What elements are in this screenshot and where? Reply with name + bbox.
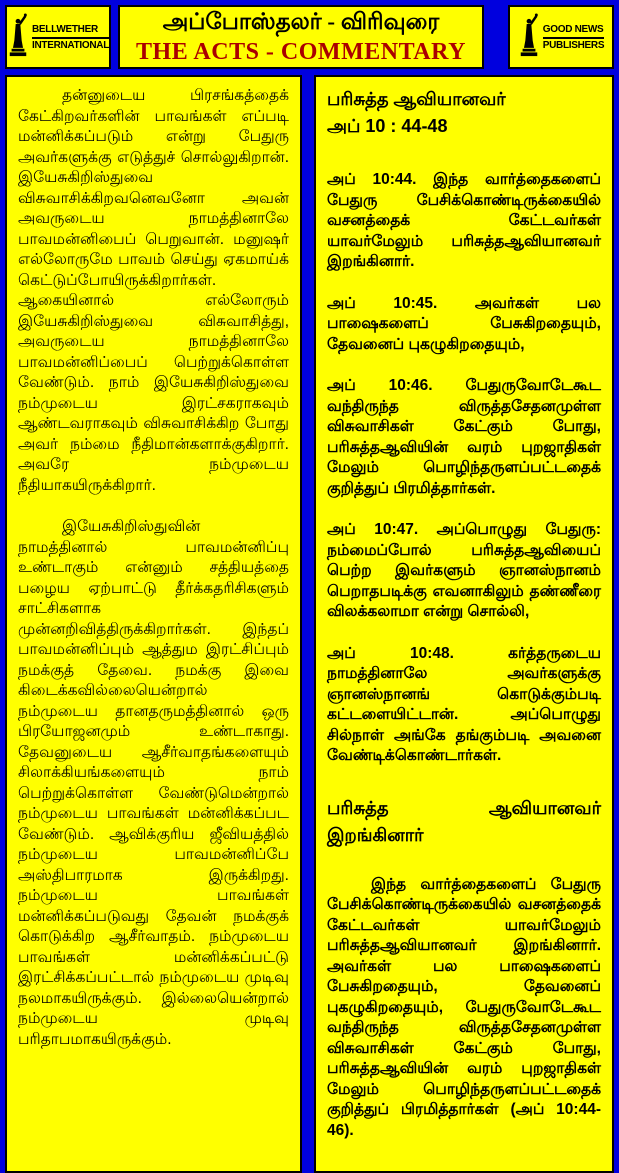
verse-paragraph: அப் 10:48. கர்த்தருடைய நாமத்தினாலே அவர்களுக்கு ஞானஸ்நானங் கொடுக்கும்படி கட்டளையிட்டான். அப்பொழுது சில்நாள் அங்கே தங்கும்படி அவனை வேண்டிக்கொண்டார்கள். [327, 644, 601, 764]
closing-paragraph: இந்த வார்த்தைகளைப் பேதுரு பேசிக்கொண்டிருக்கையில் வசனத்தைக் கேட்டவர்கள் யாவர்மேலும் பரிசுத்தஆவியானவர் இறங்கினார். அவர்கள் பல பாஷைகளைப் பேசுகிறதையும், தேவனைப் புகழுகிறதையும், பேதுருவோடேகூட வந்திருந்த விருத்தசேதனமுள்ள விசுவாசிகள் கேட்கும் போது, பரிசுத்தஆவியின் வரம் புறஜாதிகள் மேலும் பொழிந்தருளப்பட்டதைக் குறித்துப் பிரமித்தார்கள் (அப் 10:44-46). [327, 875, 601, 1139]
commentary-paragraph: தன்னுடைய பிரசங்கத்தைக் கேட்கிறவர்களின் பாவங்கள் எப்படி மன்னிக்கப்படும் என்று பேதுரு அவர்களுக்கு எடுத்துச் சொல்லுகிறான். இயேசுகிறிஸ்துவை விசுவாசிக்கிறவனெவனோ அவன் அவருடைய நாமத்தினாலே பாவமன்னிபைப் பெறுவான். மனுஷர் எல்லோருமே பாவம் செய்து ஏகமாய்க் கெட்டுப்போயிருக்கிறார்கள். ஆகையினால் எல்லோரும் இயேசுகிறிஸ்துவை விசுவாசித்து, அவருடைய நாமத்தினாலே பாவமன்னிப்பைப் பெற்றுக்கொள்ள வேண்டும். நாம் இயேசுகிறிஸ்துவை நம்முடைய இரட்சகராகவும் ஆண்டவராகவும் விசுவாசிக்கிற போது அவர் நம்மை நீதிமான்களாக்குகிறார். அவரே நம்முடைய நீதியாகயிருக்கிறார். [18, 87, 289, 494]
good-news-logo-text [543, 23, 604, 52]
logo-line1: BELLWETHER [32, 23, 109, 39]
header [5, 5, 614, 69]
section-heading-reference: அப் 10 : 44-48 [327, 116, 448, 136]
verse-paragraph: அப் 10:45. அவர்கள் பல பாஷைகளைப் பேசுகிறதையும், தேவனைப் புகழுகிறதையும், [327, 294, 601, 353]
page-title-tamil: அப்போஸ்தலர் - விரிவுரை [162, 9, 440, 34]
title-box [118, 5, 484, 69]
statue-icon [7, 12, 29, 63]
verse-paragraph: அப் 10:47. அப்பொழுது பேதுரு: நம்மைப்போல் பரிசுத்தஆவியைப் பெற்ற இவர்களும் ஞானஸ்நானம் பெறாதபடிக்கு எவனாகிலும் தண்ணீரை விலக்கலாமா என்று சொல்லி, [327, 521, 601, 620]
logo-line2: INTERNATIONAL [31, 39, 110, 51]
body [5, 75, 614, 1173]
right-column [314, 75, 614, 1173]
commentary-paragraph: இயேசுகிறிஸ்துவின் நாமத்தினால் பாவமன்னிப்பு உண்டாகும் என்னும் சத்தியத்தை பழைய ஏற்பாட்டு தீர்க்கதரிசிகளும் சாட்சிகளாக முன்னறிவித்திருக்கிறார்கள். இந்தப் பாவமன்னிப்பும் ஆத்தும இரட்சிப்பும் நமக்குத் தேவை. நமக்கு இவை கிடைக்கவில்லையென்றால் நம்முடைய தானதருமத்தினால் ஒரு பிரயோஜனமும் உண்டாகாது. தேவனுடைய ஆசீர்வாதங்களையும் சிலாக்கியங்களையும் நாம் பெற்றுக்கொள்ள வேண்டுமென்றால் நம்முடைய பாவங்கள் மன்னிக்கப்பட வேண்டும். ஆவிக்குரிய ஜீவியத்தில் நம்முடைய பாவமன்னிப்பே அஸ்திபாரமாக இருக்கிறது. நம்முடைய பாவங்கள் மன்னிக்கப்படுவது தேவன் நமக்குக் கொடுக்கிற ஆசீர்வாதம். நம்முடைய பாவங்கள் மன்னிக்கப்பட்டு இரட்சிக்கப்பட்டால் நம்முடைய முடிவு நலமாகயிருக்கும். இல்லையென்றால் நம்முடைய முடிவு பரிதாபமாகயிருக்கும். [18, 518, 289, 1048]
bellwether-logo-text [32, 23, 109, 52]
verse-paragraph: அப் 10:44. இந்த வார்த்தைகளைப் பேதுரு பேசிக்கொண்டிருக்கையில் வசனத்தைக் கேட்டவர்கள் யாவர்மேலும் பரிசுத்தஆவியானவர் இறங்கினார். [327, 171, 601, 270]
good-news-publishers-logo [508, 5, 614, 69]
subsection-heading: பரிசுத்த ஆவியானவர் இறங்கினார் [327, 797, 601, 845]
page-title-english: THE ACTS - COMMENTARY [136, 39, 466, 65]
bellwether-logo [5, 5, 111, 69]
section-heading [327, 86, 601, 140]
logo-line2: PUBLISHERS [542, 39, 605, 51]
section-heading-title: பரிசுத்த ஆவியானவர் [327, 89, 506, 109]
left-column [5, 75, 302, 1173]
logo-line1: GOOD NEWS [543, 23, 604, 39]
statue-icon [518, 12, 540, 63]
verse-paragraph: அப் 10:46. பேதுருவோடேகூட வந்திருந்த விருத்தசேதனமுள்ள விசுவாசிகள் கேட்கும் போது, பரிசுத்தஆவியின் வரம் புறஜாதிகள் மேலும் பொழிந்தருளப்பட்டதைக் குறித்துப் பிரமித்தார்கள். [327, 377, 601, 497]
